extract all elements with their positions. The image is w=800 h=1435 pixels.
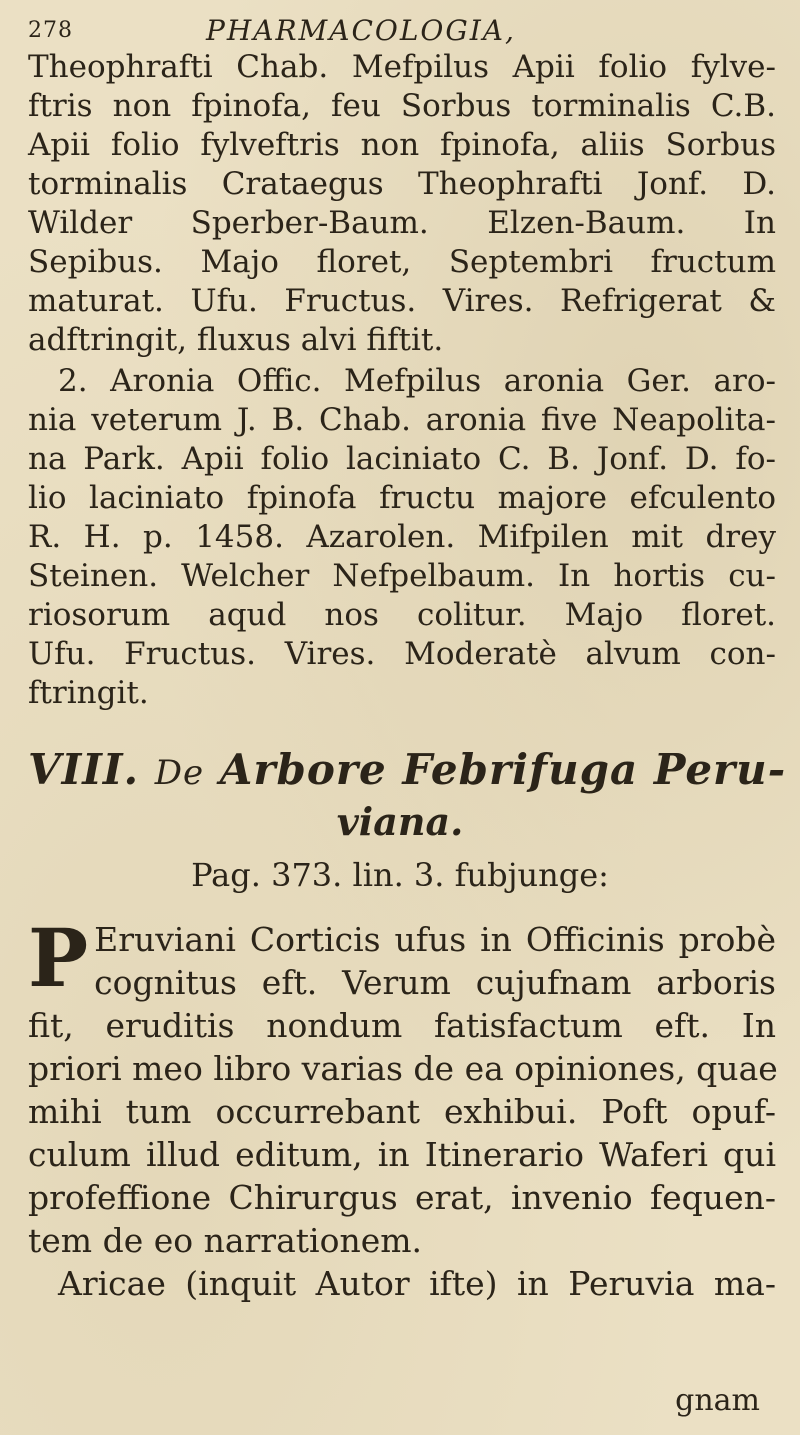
text-line: Wilder Sperber-Baum. Elzen-Baum. In xyxy=(28,205,776,241)
text-line: Eruviani Corticis ufus in Officinis probè xyxy=(94,920,776,959)
page-number: 278 xyxy=(28,18,73,43)
text-line: adftringit, fluxus alvi fiftit. xyxy=(28,322,444,358)
running-title: PHARMACOLOGIA, xyxy=(206,14,516,47)
paragraph-peruvian-bark xyxy=(28,911,778,1305)
section-title: Arbore Febrifuga Peru- xyxy=(219,745,787,794)
text-line: lio laciniato fpinofa fructu majore efculento xyxy=(28,480,776,516)
text-line: priori meo libro varias de ea opiniones, quae xyxy=(28,1049,778,1088)
text-line: fit, eruditis nondum fatisfactum eft. In xyxy=(28,1006,776,1045)
section-heading xyxy=(28,742,787,798)
section-de: De xyxy=(154,753,205,793)
text-line: culum illud editum, in Itinerario Waferi qui xyxy=(28,1135,776,1174)
section-numeral: VIII. xyxy=(28,745,140,794)
text-line: na Park. Apii folio laciniato C. B. Jonf. D. fo- xyxy=(28,441,776,477)
text-line: ftringit. xyxy=(28,675,149,711)
text-line: riosorum aqud nos colitur. Majo floret. xyxy=(28,597,776,633)
text-line: 2. Aronia Offic. Mefpilus aronia Ger. aro- xyxy=(58,363,776,399)
page-reference: Pag. 373. lin. 3. fubjunge: xyxy=(191,856,609,894)
text-line: profeffione Chirurgus erat, invenio fequen- xyxy=(28,1178,776,1217)
text-line: Apii folio fylveftris non fpinofa, aliis Sorbus xyxy=(28,127,776,163)
section-title-continued: viana. xyxy=(336,799,464,844)
text-line: Steinen. Welcher Nefpelbaum. In hortis cu- xyxy=(28,558,776,594)
catchword: gnam xyxy=(675,1383,760,1418)
text-line: R. H. p. 1458. Azarolen. Mifpilen mit drey xyxy=(28,519,776,555)
text-line: Theophrafti Chab. Mefpilus Apii folio fylve- xyxy=(28,49,776,85)
text-line: Ufu. Fructus. Vires. Moderatè alvum con- xyxy=(28,636,776,672)
text-line: cognitus eft. Verum cujufnam arboris xyxy=(94,963,776,1002)
text-line: Aricae (inquit Autor ifte) in Peruvia ma- xyxy=(58,1264,776,1303)
text-line: ftris non fpinofa, feu Sorbus torminalis C.B. xyxy=(28,88,776,124)
text-line: torminalis Crataegus Theophrafti Jonf. D. xyxy=(28,166,776,202)
text-line: nia veterum J. B. Chab. aronia five Neapolita- xyxy=(28,402,776,438)
text-line: mihi tum occurrebant exhibui. Poft opuf- xyxy=(28,1092,776,1131)
text-line: Sepibus. Majo floret, Septembri fructum xyxy=(28,244,776,280)
text-line: tem de eo narrationem. xyxy=(28,1221,423,1260)
paragraph-aronia xyxy=(28,362,776,713)
drop-cap: P xyxy=(28,911,89,1005)
running-head xyxy=(28,8,768,48)
paragraph-sorbus xyxy=(28,48,776,360)
text-line: maturat. Ufu. Fructus. Vires. Refrigerat & xyxy=(28,283,776,319)
